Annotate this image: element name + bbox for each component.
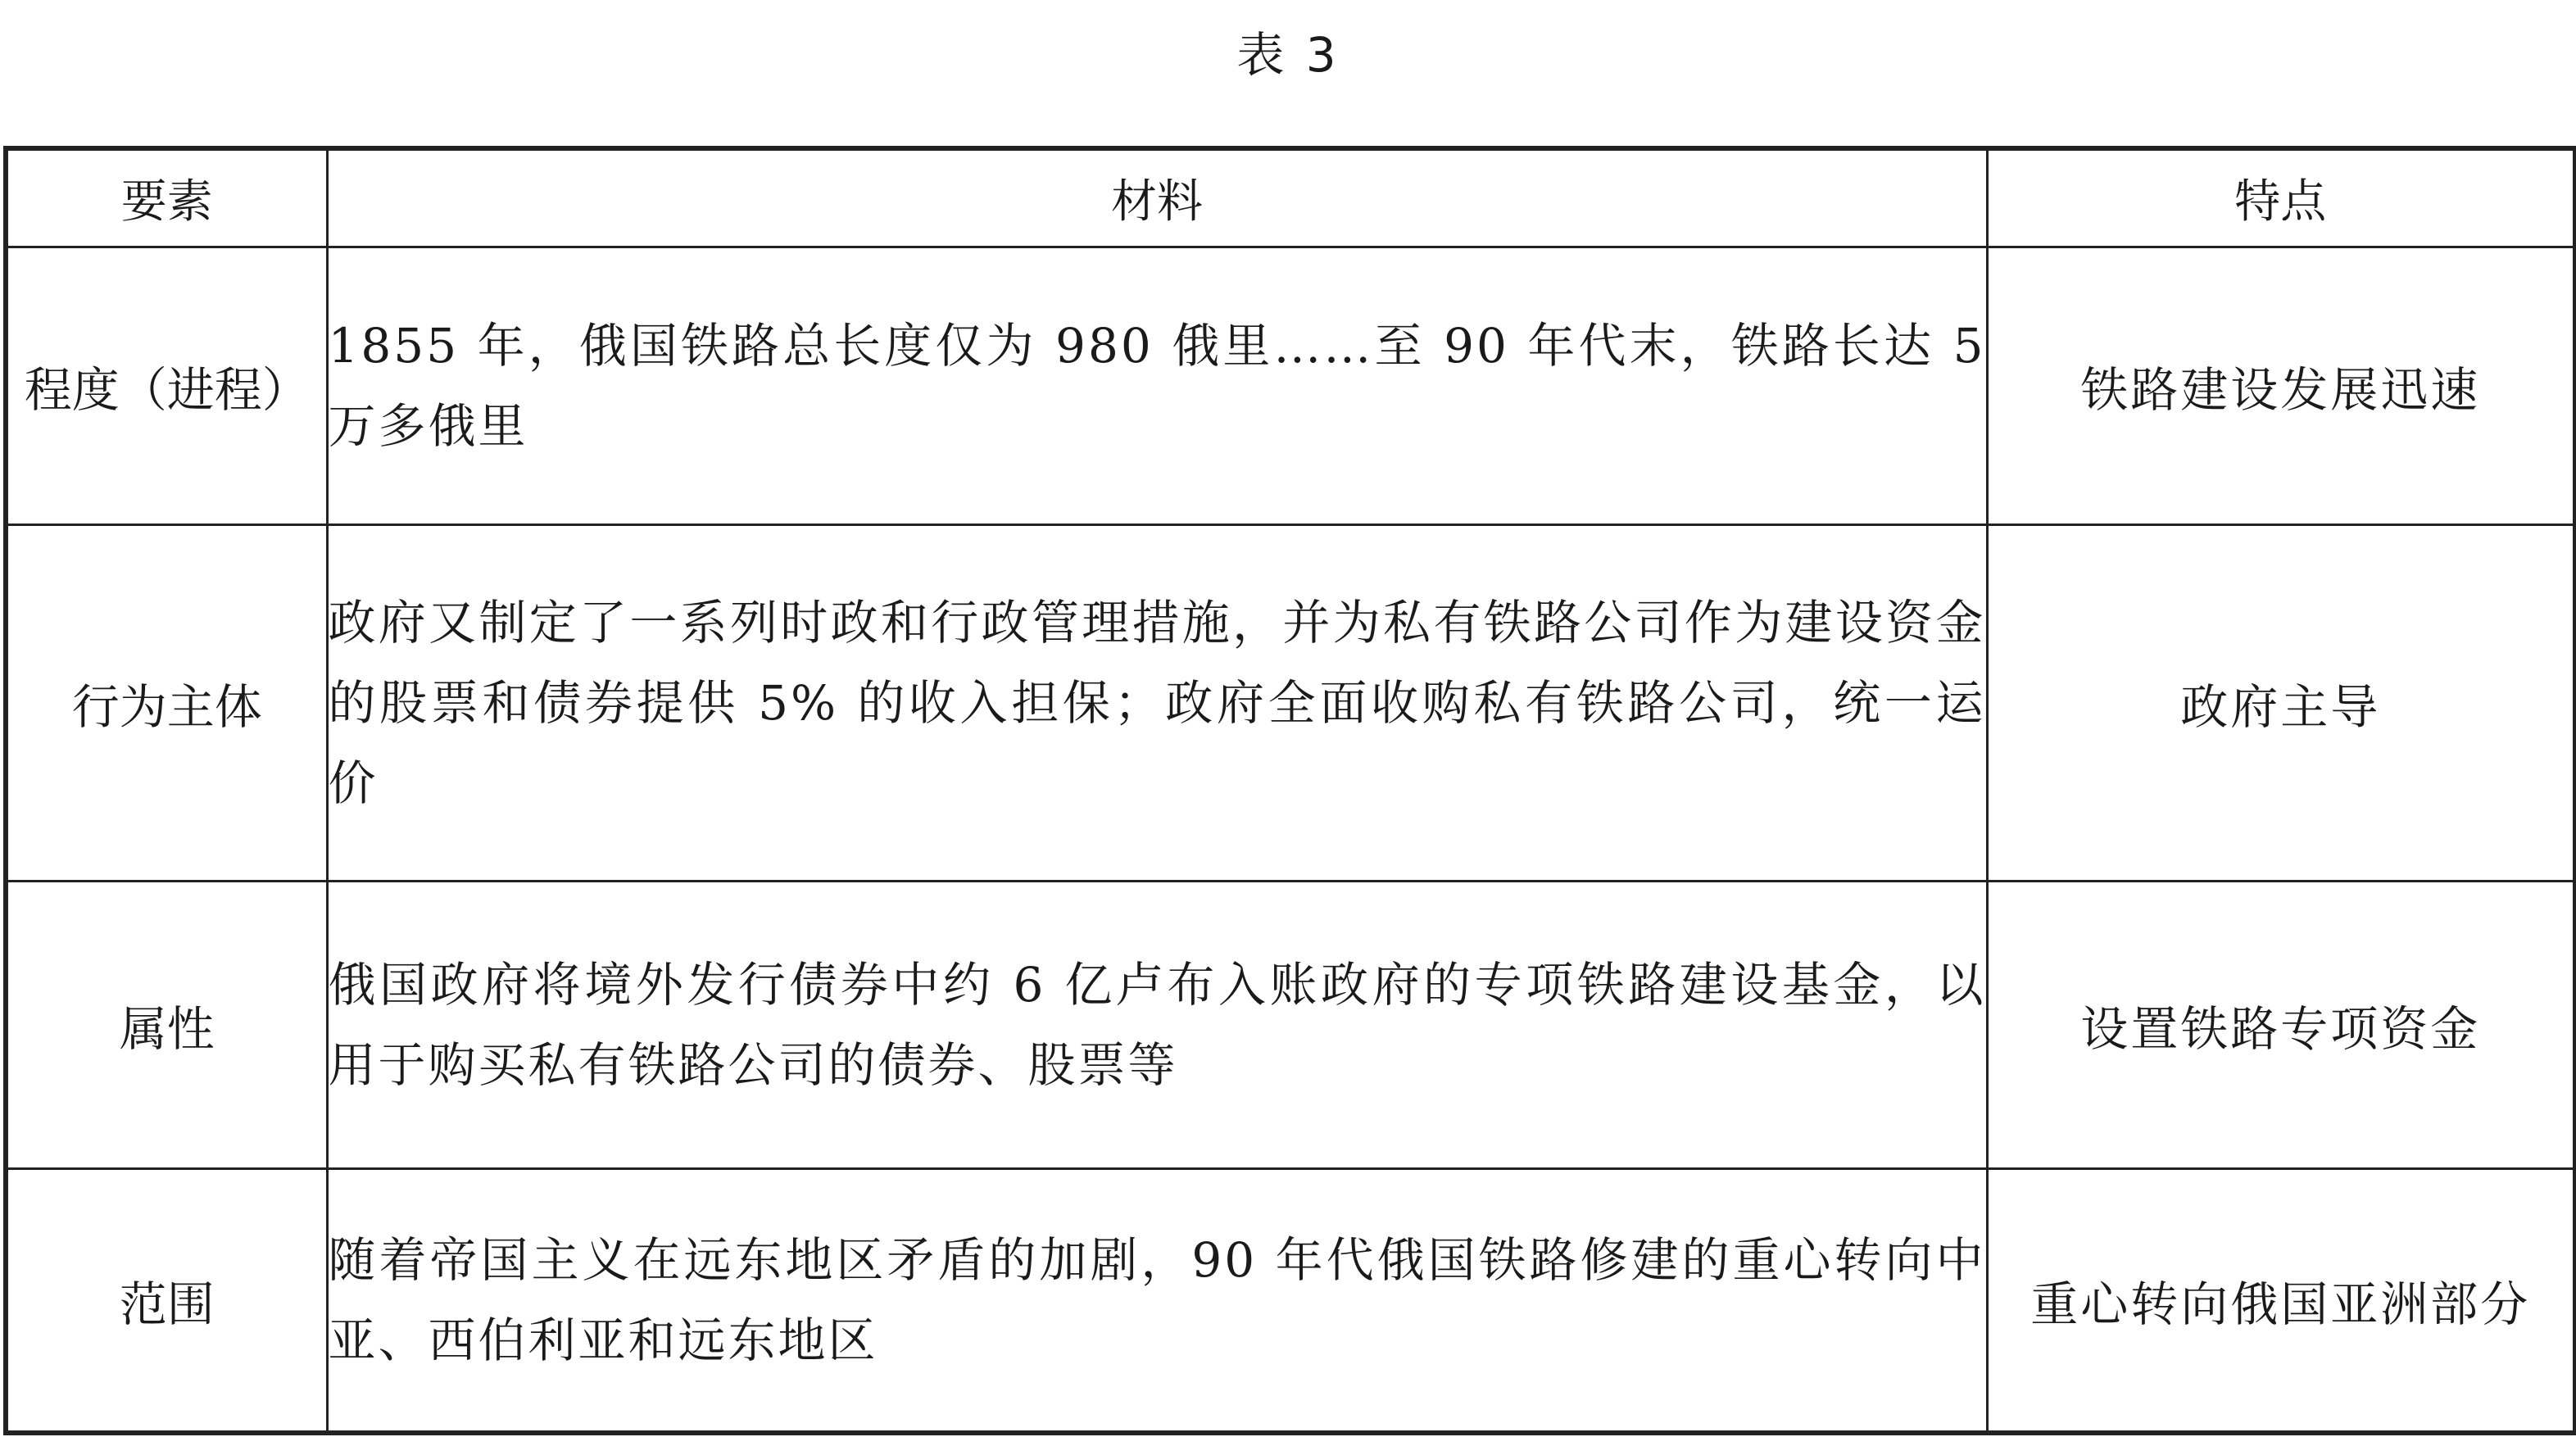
- row-element-cell: 属性: [6, 881, 327, 1168]
- column-header-material: 材料: [327, 148, 1987, 247]
- row-feature-cell: 重心转向俄国亚洲部分: [1987, 1168, 2575, 1433]
- row-element-cell: 行为主体: [6, 525, 327, 882]
- table-caption: 表 3: [1236, 27, 1340, 83]
- row-feature-cell: 设置铁路专项资金: [1987, 881, 2575, 1168]
- row-material-cell: 政府又制定了一系列时政和行政管理措施，并为私有铁路公司作为建设资金的股票和债券提供 5% 的收入担保；政府全面收购私有铁路公司，统一运价: [327, 525, 1987, 882]
- table-row: [6, 1168, 2575, 1433]
- column-header-element: 要素: [6, 148, 327, 247]
- table-row: [6, 881, 2575, 1168]
- row-feature-cell: 铁路建设发展迅速: [1987, 247, 2575, 525]
- row-feature-cell: 政府主导: [1987, 525, 2575, 882]
- row-material-cell: 1855 年，俄国铁路总长度仅为 980 俄里……至 90 年代末，铁路长达 5 万多俄里: [327, 247, 1987, 525]
- data-table: [3, 146, 2576, 1435]
- row-material-cell: 随着帝国主义在远东地区矛盾的加剧，90 年代俄国铁路修建的重心转向中亚、西伯利亚和远东地区: [327, 1168, 1987, 1433]
- table-row: [6, 525, 2575, 882]
- table-header-row: [6, 148, 2575, 247]
- column-header-feature: 特点: [1987, 148, 2575, 247]
- row-element-cell: 程度（进程）: [6, 247, 327, 525]
- row-element-cell: 范围: [6, 1168, 327, 1433]
- table-row: [6, 247, 2575, 525]
- row-material-cell: 俄国政府将境外发行债券中约 6 亿卢布入账政府的专项铁路建设基金，以用于购买私有铁路公司的债券、股票等: [327, 881, 1987, 1168]
